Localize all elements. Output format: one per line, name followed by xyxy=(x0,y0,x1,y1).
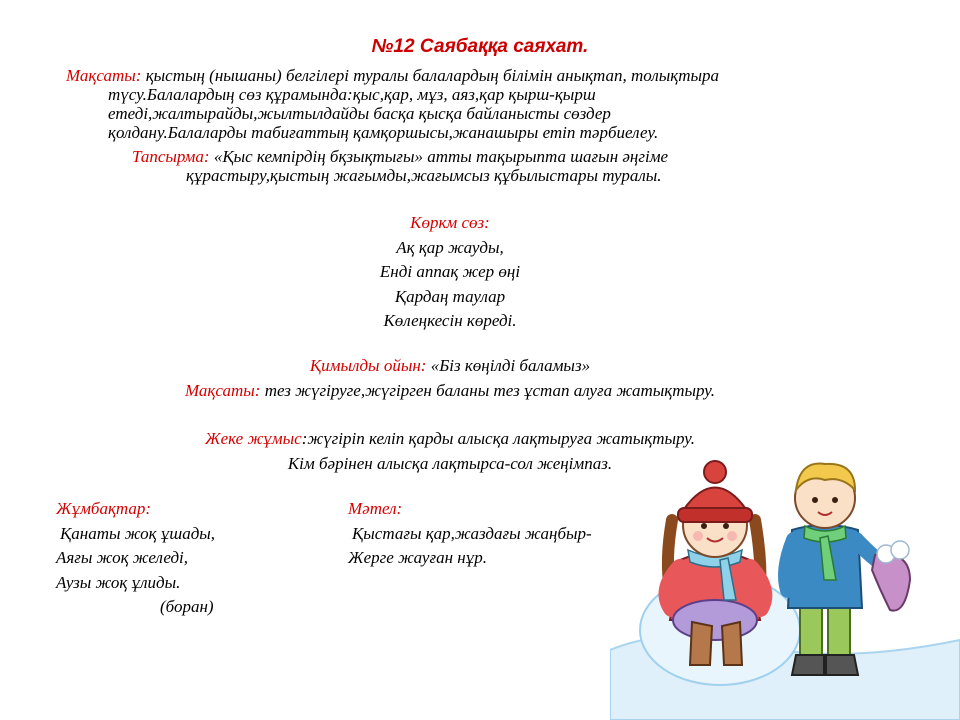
proverb-label: Мәтел: xyxy=(348,499,403,518)
poem-line: Ақ қар жауды, xyxy=(396,237,504,257)
task-text-1: «Қыс кемпірдің бқзықтығы» атты тақырыпта шағын әңгіме xyxy=(213,147,669,166)
goal-line-1 xyxy=(66,66,866,85)
page-title: №12 Саябаққа саяхат. xyxy=(371,36,589,57)
goal-label: Мақсаты: xyxy=(66,66,142,85)
game-goal-label: Мақсаты: xyxy=(185,380,261,400)
game-line xyxy=(0,354,900,379)
riddle-line: Аяғы жоқ желеді, xyxy=(56,548,189,567)
riddle-line: Қанаты жоқ ұшады, xyxy=(60,523,216,543)
riddle-answer: (боран) xyxy=(160,597,214,616)
poem-line: Көлеңкесін көреді. xyxy=(383,311,517,330)
individual-line-2: Кім бәрінен алысқа лақтырса-сол жеңімпаз. xyxy=(287,453,613,473)
riddle-line: Аузы жоқ ұлиды. xyxy=(56,572,181,592)
individual-text: :жүгіріп келіп қарды алысқа лақтыруға жатықтыру. xyxy=(301,429,695,448)
goal-line-4: қолдану.Балаларды табиғаттың қамқоршысы,жанашыры етіп тәрбиелеу. xyxy=(108,123,659,142)
individual-label: Жеке жұмыс xyxy=(205,429,302,448)
proverb-block xyxy=(348,497,592,571)
game-name: «Біз көңілді баламыз» xyxy=(430,356,591,375)
proverb-line: Жерге жауған нұр. xyxy=(348,548,487,567)
riddles-label: Жұмбақтар: xyxy=(56,499,152,518)
task-line-1 xyxy=(132,147,832,166)
riddles-block xyxy=(56,497,215,620)
poem-line: Енді аппақ жер өңі xyxy=(379,262,521,281)
goal-line-2: түсу.Балалардың сөз құрамында:қыс,қар, мұз, аяз,қар қырш-қырш xyxy=(108,85,596,104)
game-goal-line xyxy=(0,379,900,404)
task-line-2: құрастыру,қыстың жағымды,жағымсыз құбылыстары туралы. xyxy=(186,166,662,185)
individual-line xyxy=(0,427,900,452)
goal-line-3: етеді,жалтырайды,жылтылдайды басқа қысқа байланысты сөздер xyxy=(108,104,611,123)
game-block xyxy=(0,354,900,403)
game-goal-text: тез жүгіруге,жүгірген баланы тез ұстап алуға жатықтыру. xyxy=(264,380,715,400)
goal-text-1: қыстың (нышаны) белгілері туралы балалардың білімін анықтап, толықтыра xyxy=(145,66,720,85)
boy-figure xyxy=(786,464,910,675)
proverb-line: Қыстағы қар,жаздағы жаңбыр- xyxy=(352,523,592,543)
game-label: Қимылды ойын: xyxy=(309,356,427,375)
poem-block xyxy=(0,211,900,334)
poem-line: Қардаң таулар xyxy=(394,286,506,306)
task-label: Тапсырма: xyxy=(132,147,210,166)
children-snow-illustration xyxy=(610,450,960,720)
poem-heading: Көркм сөз: xyxy=(410,213,490,232)
